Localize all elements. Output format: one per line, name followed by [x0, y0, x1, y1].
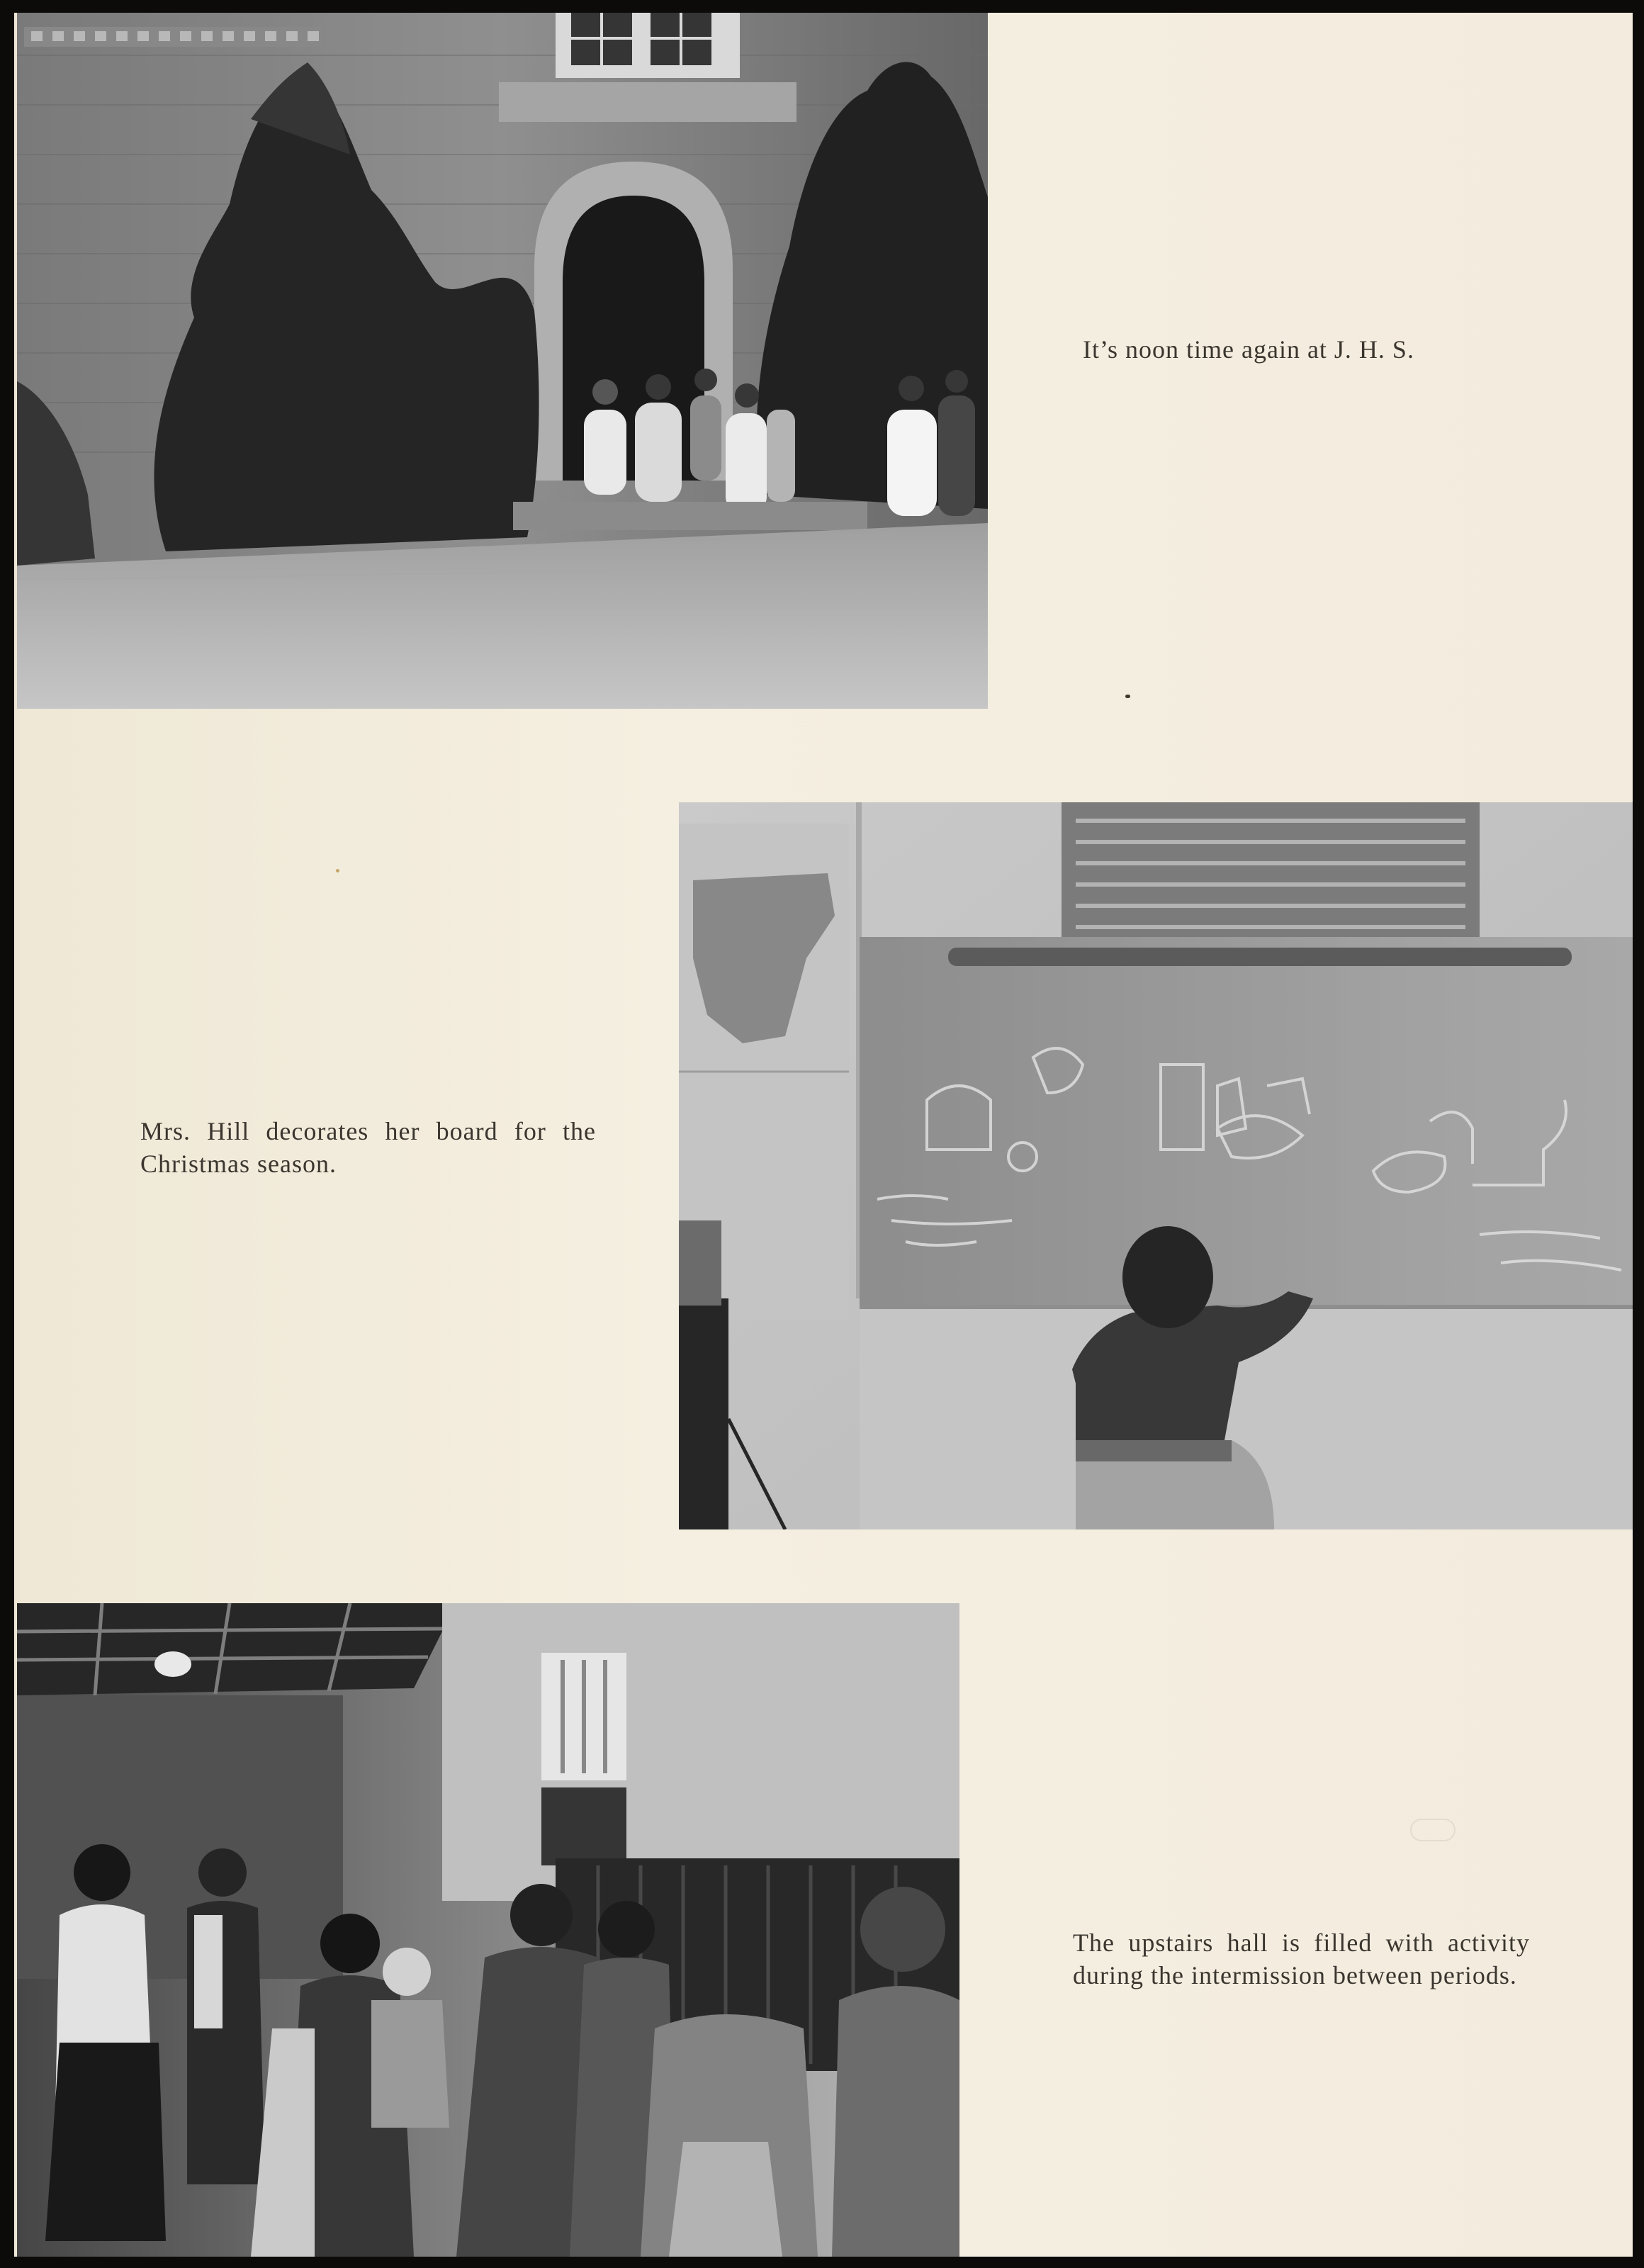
paper-speck — [336, 869, 339, 872]
school-building-photo-art — [17, 13, 988, 709]
school-entrance-photo — [17, 13, 988, 709]
paper-speck — [1125, 695, 1130, 698]
hallway-photo — [17, 1603, 959, 2257]
caption-noon: It’s noon time again at J. H. S. — [1083, 335, 1414, 364]
yearbook-page — [14, 13, 1633, 2257]
teacher-blackboard-photo-art — [679, 802, 1633, 1529]
paper-speck — [1410, 1819, 1456, 1841]
caption-board: Mrs. Hill decorates her board for the Christmas season. — [140, 1117, 596, 1178]
hallway-lockers-photo-art — [17, 1603, 959, 2257]
blackboard-photo — [679, 802, 1633, 1529]
caption-hall: The upstairs hall is filled with activity during the intermission between periods. — [1073, 1929, 1530, 1989]
